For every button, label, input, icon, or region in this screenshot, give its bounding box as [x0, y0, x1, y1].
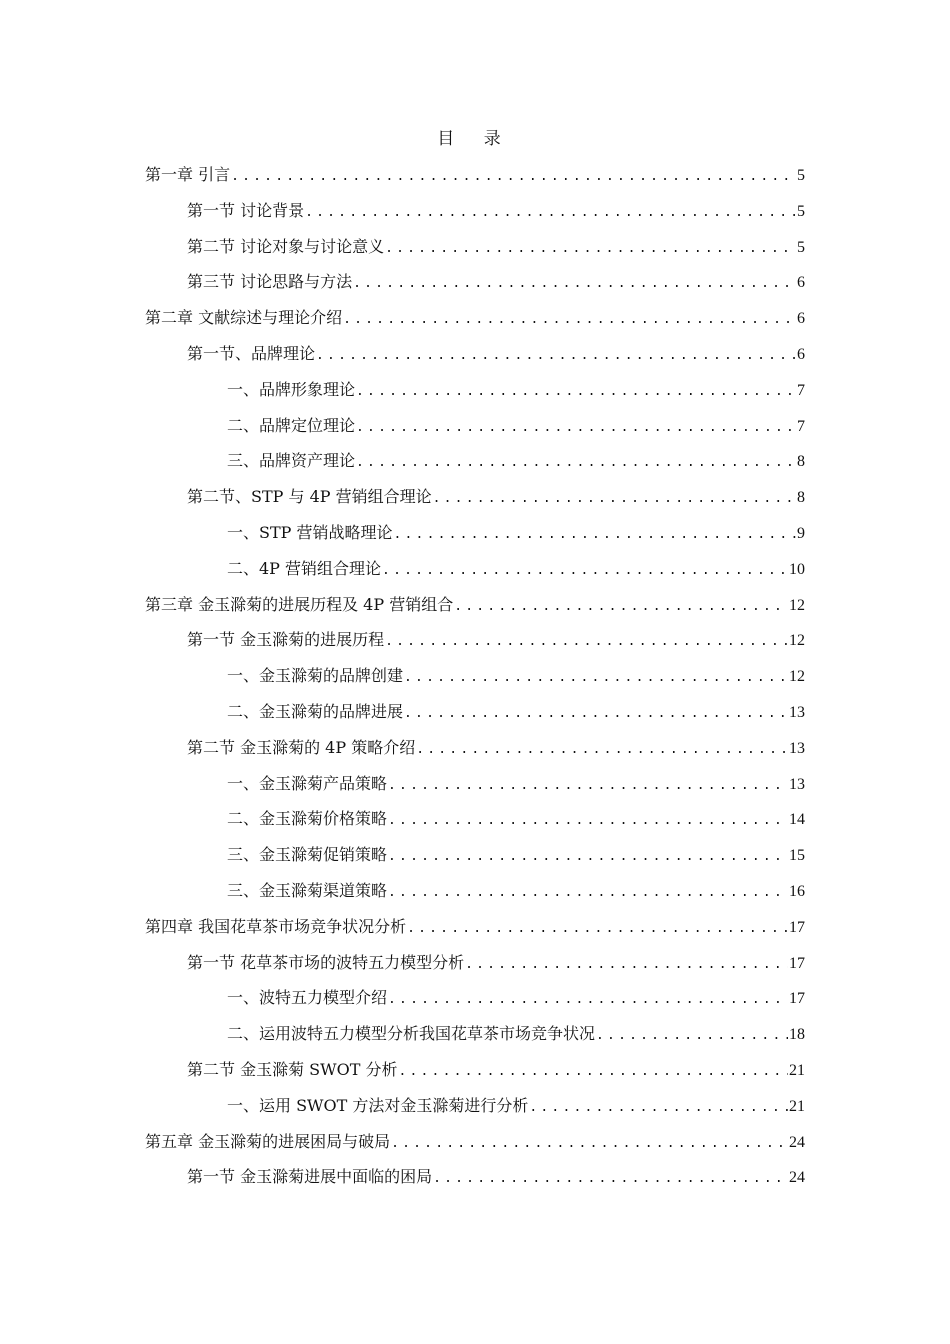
toc-entry-title: 第二章 文献综述与理论介绍: [145, 308, 343, 328]
toc-page-number: 17: [789, 954, 805, 972]
toc-page-number: 10: [789, 560, 805, 578]
toc-entry-title: 一、波特五力模型介绍: [227, 988, 388, 1008]
toc-dot-leader: [388, 880, 788, 906]
toc-entry-title: 第二节 金玉滁菊的 4P 策略介绍: [187, 737, 416, 757]
toc-page-number: 12: [789, 596, 805, 614]
toc-entry-title: 第四章 我国花草茶市场竞争状况分析: [145, 916, 407, 936]
toc-dot-leader: [385, 236, 796, 262]
page-title: 目 录: [437, 129, 513, 149]
toc-entry-title: 一、金玉滁菊产品策略: [227, 773, 388, 793]
toc-page-number: 9: [797, 524, 805, 542]
toc-entry[interactable]: [145, 198, 805, 234]
toc-dot-leader: [305, 200, 796, 226]
toc-entry[interactable]: [145, 1021, 805, 1057]
toc-dot-leader: [394, 522, 797, 548]
toc-page-number: 18: [789, 1026, 805, 1044]
toc-page-number: 16: [789, 882, 805, 900]
toc-entry-title: 第五章 金玉滁菊的进展困局与破局: [145, 1131, 391, 1151]
toc-page-number: 21: [789, 1097, 805, 1115]
toc-page-number: 12: [789, 632, 805, 650]
toc-dot-leader: [388, 987, 788, 1013]
toc-entry-title: 第一节 金玉滁菊的进展历程: [187, 630, 385, 650]
toc-page-number: 5: [797, 202, 805, 220]
toc-dot-leader: [391, 1131, 788, 1157]
toc-entry-title: 三、金玉滁菊促销策略: [227, 845, 388, 865]
toc-page-number: 5: [797, 238, 805, 256]
toc-dot-leader: [356, 379, 796, 405]
toc-dot-leader: [353, 271, 796, 297]
toc-dot-leader: [454, 594, 788, 620]
toc-page-number: 6: [797, 274, 805, 292]
toc-dot-leader: [388, 844, 788, 870]
toc-page-number: 15: [789, 847, 805, 865]
toc-entry-title: 一、品牌形象理论: [227, 379, 356, 399]
toc-dot-leader: [388, 773, 788, 799]
toc-entry-title: 一、金玉滁菊的品牌创建: [227, 666, 404, 686]
toc-dot-leader: [231, 164, 796, 190]
toc-dot-leader: [404, 701, 788, 727]
toc-entry[interactable]: [145, 305, 805, 341]
toc-entry[interactable]: [145, 520, 805, 556]
toc-dot-leader: [385, 629, 788, 655]
toc-dot-leader: [356, 450, 796, 476]
toc-entry-title: 第一节、品牌理论: [187, 343, 316, 363]
toc-page-number: 8: [797, 453, 805, 471]
toc-dot-leader: [407, 916, 788, 942]
toc-entry[interactable]: [145, 878, 805, 914]
toc-entry-title: 第一节 金玉滁菊进展中面临的困局: [187, 1167, 433, 1187]
toc-page-number: 7: [797, 381, 805, 399]
toc-dot-leader: [404, 665, 788, 691]
toc-entry[interactable]: [145, 162, 805, 198]
toc-entry-title: 第二节 金玉滁菊 SWOT 分析: [187, 1059, 398, 1079]
toc-page-number: 6: [797, 310, 805, 328]
toc-entry[interactable]: [145, 592, 805, 628]
toc-entry-title: 一、STP 营销战略理论: [227, 522, 393, 542]
toc-dot-leader: [316, 343, 796, 369]
toc-entry[interactable]: [145, 735, 805, 771]
toc-entry[interactable]: [145, 699, 805, 735]
toc-entry-title: 第一节 讨论背景: [187, 200, 305, 220]
toc-entry[interactable]: [145, 950, 805, 986]
toc-page-number: 21: [789, 1061, 805, 1079]
toc-dot-leader: [465, 952, 788, 978]
toc-page-number: 24: [789, 1133, 805, 1151]
toc-dot-leader: [398, 1059, 788, 1085]
toc-entry-title: 三、品牌资产理论: [227, 451, 356, 471]
toc-page-number: 6: [797, 345, 805, 363]
toc-entry[interactable]: [145, 914, 805, 950]
toc-page-number: 14: [789, 811, 805, 829]
toc-dot-leader: [356, 415, 796, 441]
toc-dot-leader: [433, 486, 796, 512]
toc-page-number: 24: [789, 1169, 805, 1187]
toc-entry[interactable]: [145, 806, 805, 842]
toc-entry-title: 三、金玉滁菊渠道策略: [227, 880, 388, 900]
toc-entry[interactable]: [145, 771, 805, 807]
table-of-contents: [145, 162, 805, 1200]
toc-entry[interactable]: [145, 341, 805, 377]
toc-page-number: 8: [797, 489, 805, 507]
toc-entry-title: 二、金玉滁菊的品牌进展: [227, 701, 404, 721]
toc-entry[interactable]: [145, 985, 805, 1021]
toc-page-number: 7: [797, 417, 805, 435]
toc-entry[interactable]: [145, 484, 805, 520]
toc-dot-leader: [529, 1095, 788, 1121]
toc-entry[interactable]: [145, 377, 805, 413]
toc-entry-title: 二、品牌定位理论: [227, 415, 356, 435]
toc-entry-title: 第三节 讨论思路与方法: [187, 272, 353, 292]
toc-entry[interactable]: [145, 234, 805, 270]
toc-page-number: 12: [789, 668, 805, 686]
toc-page-number: 17: [789, 990, 805, 1008]
toc-entry-title: 一、运用 SWOT 方法对金玉滁菊进行分析: [227, 1095, 529, 1115]
toc-entry-title: 第一章 引言: [145, 165, 231, 184]
toc-dot-leader: [433, 1166, 788, 1192]
toc-dot-leader: [388, 808, 788, 834]
toc-page-number: 17: [789, 918, 805, 936]
toc-page-number: 13: [789, 703, 805, 721]
toc-entry-title: 第三章 金玉滁菊的进展历程及 4P 营销组合: [145, 594, 454, 614]
toc-entry[interactable]: [145, 663, 805, 699]
toc-page-number: 13: [789, 775, 805, 793]
toc-entry[interactable]: [145, 448, 805, 484]
toc-dot-leader: [343, 307, 796, 333]
toc-entry[interactable]: [145, 556, 805, 592]
toc-entry[interactable]: [145, 413, 805, 449]
toc-entry[interactable]: [145, 627, 805, 663]
toc-page-number: 13: [789, 739, 805, 757]
toc-dot-leader: [596, 1023, 788, 1049]
toc-entry[interactable]: [145, 269, 805, 305]
toc-entry-title: 第二节、STP 与 4P 营销组合理论: [187, 487, 432, 507]
toc-entry-title: 二、金玉滁菊价格策略: [227, 809, 388, 829]
toc-entry[interactable]: [145, 1164, 805, 1200]
toc-entry[interactable]: [145, 1057, 805, 1093]
toc-page-number: 5: [797, 167, 805, 184]
toc-entry-title: 二、运用波特五力模型分析我国花草茶市场竞争状况: [227, 1024, 596, 1044]
toc-entry[interactable]: [145, 1129, 805, 1165]
toc-entry-title: 二、4P 营销组合理论: [227, 558, 382, 578]
toc-dot-leader: [382, 558, 788, 584]
toc-entry[interactable]: [145, 842, 805, 878]
toc-dot-leader: [416, 737, 788, 763]
toc-entry-title: 第二节 讨论对象与讨论意义: [187, 236, 385, 256]
toc-entry[interactable]: [145, 1093, 805, 1129]
toc-entry-title: 第一节 花草茶市场的波特五力模型分析: [187, 952, 465, 972]
